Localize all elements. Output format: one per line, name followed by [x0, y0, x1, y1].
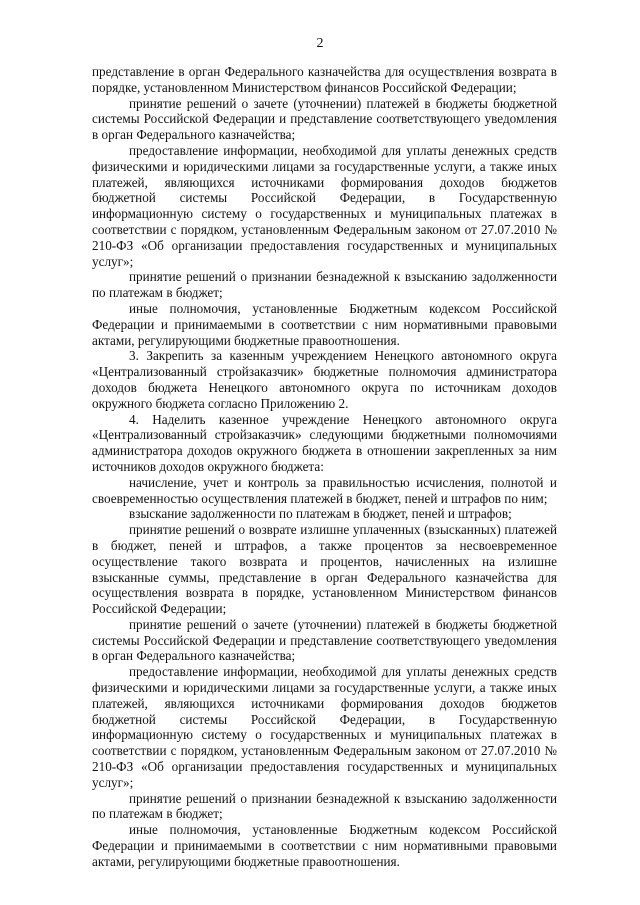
paragraph: 4. Наделить казенное учреждение Ненецкого автономного округа «Централизованный стройзаказчик» следующими бюджетными полномочиями администратора доходов окружного бюджета в отношении закрепленных за ним источников доходов окружного бюджета:	[92, 411, 557, 474]
page-number: 2	[316, 36, 324, 51]
document-body	[92, 64, 557, 870]
paragraph: принятие решений о признании безнадежной к взысканию задолженности по платежам в бюджет;	[92, 790, 557, 822]
paragraph: принятие решений о возврате излишне уплаченных (взысканных) платежей в бюджет, пеней и штрафов, а также процентов за несвоевременное осуществление такого возврата и процентов, начисленных на излишне взысканные суммы, представление в орган Федерального казначейства для осуществления возврата в порядке, установленном Министерством финансов Российской Федерации;	[92, 522, 557, 617]
paragraph: принятие решений о зачете (уточнении) платежей в бюджеты бюджетной системы Российской Федерации и представление соответствующего уведомления в орган Федерального казначейства;	[92, 95, 557, 143]
paragraph: иные полномочия, установленные Бюджетным кодексом Российской Федерации и принимаемыми в соответствии с ним нормативными правовыми актами, регулирующими бюджетные правоотношения.	[92, 300, 557, 348]
paragraph: взыскание задолженности по платежам в бюджет, пеней и штрафов;	[129, 506, 512, 522]
paragraph: принятие решений о зачете (уточнении) платежей в бюджеты бюджетной системы Российской Федерации и представление соответствующего уведомления в орган Федерального казначейства;	[92, 616, 557, 664]
paragraph: представление в орган Федерального казначейства для осуществления возврата в порядке, установленном Министерством финансов Российской Федерации;	[92, 64, 557, 95]
paragraph: предоставление информации, необходимой для уплаты денежных средств физическими и юридическими лицами за государственные услуги, а также иных платежей, являющихся источниками формирования доходов бюджетов бюджетной системы Российской Федерации, в Государственную информационную систему о государственных и муниципальных платежах в соответствии с порядком, установленным Федеральным законом от 27.07.2010 № 210-ФЗ «Об организации предоставления государственных и муниципальных услуг»;	[92, 664, 557, 790]
paragraph: принятие решений о признании безнадежной к взысканию задолженности по платежам в бюджет;	[92, 269, 557, 301]
paragraph: иные полномочия, установленные Бюджетным кодексом Российской Федерации и принимаемыми в соответствии с ним нормативными правовыми актами, регулирующими бюджетные правоотношения.	[92, 822, 557, 869]
paragraph: предоставление информации, необходимой для уплаты денежных средств физическими и юридическими лицами за государственные услуги, а также иных платежей, являющихся источниками формирования доходов бюджетов бюджетной системы Российской Федерации, в Государственную информационную систему о государственных и муниципальных платежах в соответствии с порядком, установленным Федеральным законом от 27.07.2010 № 210-ФЗ «Об организации предоставления государственных и муниципальных услуг»;	[92, 142, 557, 269]
paragraph: 3. Закрепить за казенным учреждением Ненецкого автономного округа «Централизованный стройзаказчик» бюджетные полномочия администратора доходов бюджета Ненецкого автономного округа по источникам доходов окружного бюджета согласно Приложению 2.	[92, 348, 557, 411]
paragraph: начисление, учет и контроль за правильностью исчисления, полнотой и своевременностью осуществления платежей в бюджет, пеней и штрафов по ним;	[92, 474, 557, 506]
